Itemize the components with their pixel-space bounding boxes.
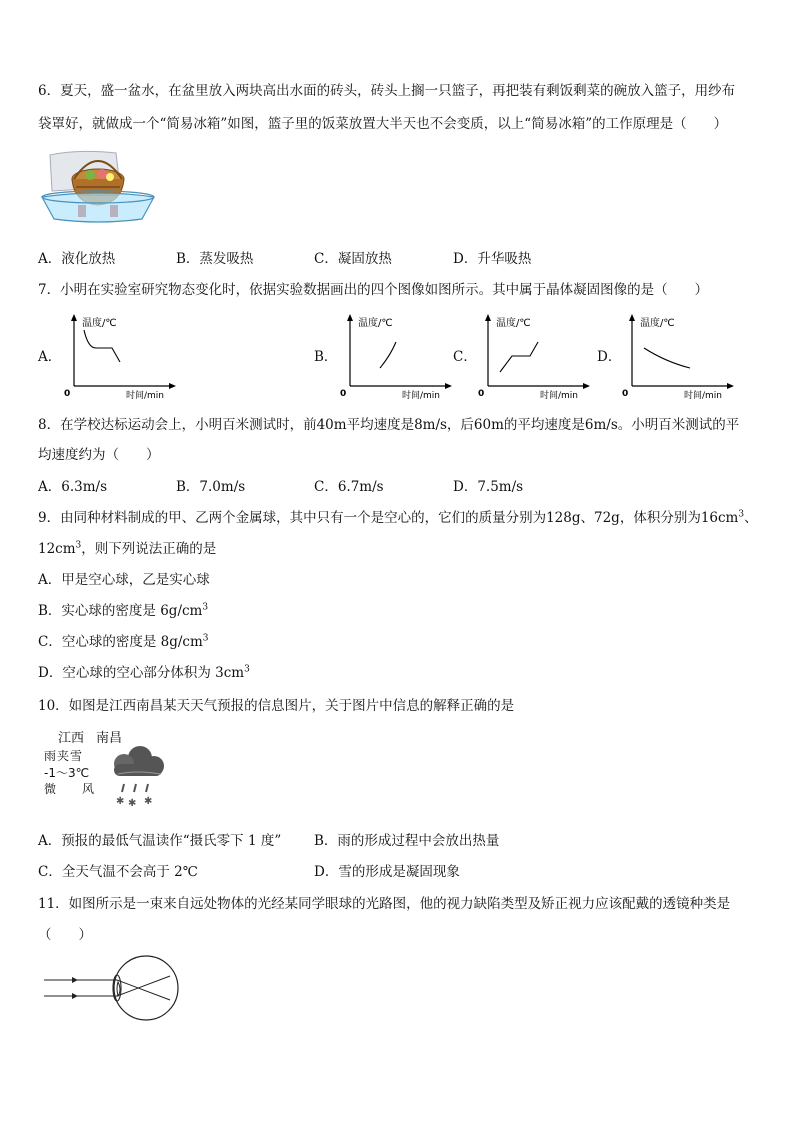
weather-condition: 雨夹雪 — [44, 749, 84, 763]
graph-d — [620, 310, 740, 402]
q10-option-d: D．雪的形成是凝固现象 — [314, 864, 460, 880]
graph-c-origin: 0 — [478, 389, 485, 399]
weather-wind-1: 微 — [44, 782, 57, 796]
q6-line2: 袋罩好，就做成一个“简易冰箱”如图，篮子里的饭菜放置大半天也不会变质，以上“简易冰箱”的工作原理是（ ） — [38, 116, 728, 132]
graph-b-xlabel: 时间/min — [402, 391, 441, 401]
graph-c-xlabel: 时间/min — [540, 391, 579, 401]
q7-label-b: B． — [314, 349, 338, 365]
q9-option-d: D．空心球的空心部分体积为 $3cm^3$ — [38, 664, 250, 681]
q8-option-c: C．6.7m/s — [314, 479, 384, 495]
graph-d-curve — [644, 348, 690, 368]
weather-city: 南昌 — [96, 731, 123, 746]
q9-line2: $12cm^3$，则下列说法正确的是 — [38, 540, 217, 557]
q8-option-b: B．7.0m/s — [176, 479, 246, 495]
graph-a-xlabel: 时间/min — [126, 391, 165, 401]
q9-option-a: A．甲是空心球，乙是实心球 — [38, 572, 210, 588]
ice-box-illustration — [38, 147, 158, 225]
svg-text:✱: ✱ — [144, 796, 153, 807]
q7-label-c: C． — [453, 349, 477, 365]
q10-option-a: A．预报的最低气温读作“摄氏零下 1 度” — [38, 833, 282, 849]
weather-province: 江西 — [58, 731, 85, 746]
q10-option-c: C．全天气温不会高于 2℃ — [38, 864, 198, 880]
graph-d-ylabel: 温度/℃ — [640, 318, 675, 329]
graph-a-ylabel: 温度/℃ — [82, 318, 117, 329]
q7-label-d: D． — [597, 349, 622, 365]
q6-option-d: D．升华吸热 — [453, 251, 532, 267]
svg-text:✱: ✱ — [116, 796, 125, 807]
graph-b-curve — [380, 342, 396, 368]
graph-d-xlabel: 时间/min — [684, 391, 723, 401]
weather-temp: -1～3℃ — [44, 766, 90, 780]
graph-a — [62, 310, 182, 402]
q10-option-b: B．雨的形成过程中会放出热量 — [314, 833, 500, 849]
graph-b — [338, 310, 458, 402]
graph-c-curve — [500, 342, 538, 372]
q8-line1: 8．在学校达标运动会上，小明百米测试时，前40m平均速度是8m/s，后60m的平均速度是6m/s。小明百米测试的平 — [38, 417, 740, 433]
q9-line1: 9．由同种材料制成的甲、乙两个金属球，其中只有一个是空心的，它们的质量分别为128g、72g，体积分别为$16cm^3$、 — [38, 509, 758, 526]
q6-option-c: C．凝固放热 — [314, 251, 392, 267]
q7-stem: 7．小明在实验室研究物态变化时，依据实验数据画出的四个图像如图所示。其中属于晶体凝固图像的是（ ） — [38, 282, 709, 298]
q6-line1: 6．夏天，盛一盆水，在盆里放入两块高出水面的砖头，砖头上搁一只篮子，再把装有剩饭剩菜的碗放入篮子，用纱布 — [38, 83, 736, 99]
q8-line2: 均速度约为（ ） — [38, 447, 160, 463]
svg-text:✱: ✱ — [128, 798, 137, 809]
graph-b-ylabel: 温度/℃ — [358, 318, 393, 329]
graph-c — [476, 310, 596, 402]
q11-line1: 11．如图所示是一束来自远处物体的光经某同学眼球的光路图，他的视力缺陷类型及矫正视力应该配戴的透镜种类是 — [38, 896, 731, 912]
q9-option-c: C．空心球的密度是 $8g/cm^3$ — [38, 633, 209, 650]
graph-c-ylabel: 温度/℃ — [496, 318, 531, 329]
q8-option-a: A．6.3m/s — [38, 479, 107, 495]
sleet-cloud-icon — [104, 742, 170, 812]
graph-b-origin: 0 — [340, 389, 347, 399]
graph-a-origin: 0 — [64, 389, 71, 399]
q6-option-b: B．蒸发吸热 — [176, 251, 254, 267]
weather-wind-2: 风 — [82, 782, 95, 796]
q7-label-a: A． — [38, 349, 62, 365]
graph-a-curve — [84, 330, 120, 362]
q11-line2: （ ） — [38, 927, 92, 943]
graph-d-origin: 0 — [622, 389, 629, 399]
q9-option-b: B．实心球的密度是 $6g/cm^3$ — [38, 602, 209, 619]
q6-option-a: A．液化放热 — [38, 251, 116, 267]
eye-light-path-diagram — [38, 950, 188, 1030]
q10-stem: 10．如图是江西南昌某天天气预报的信息图片，关于图片中信息的解释正确的是 — [38, 698, 515, 714]
q8-option-d: D．7.5m/s — [453, 479, 524, 495]
